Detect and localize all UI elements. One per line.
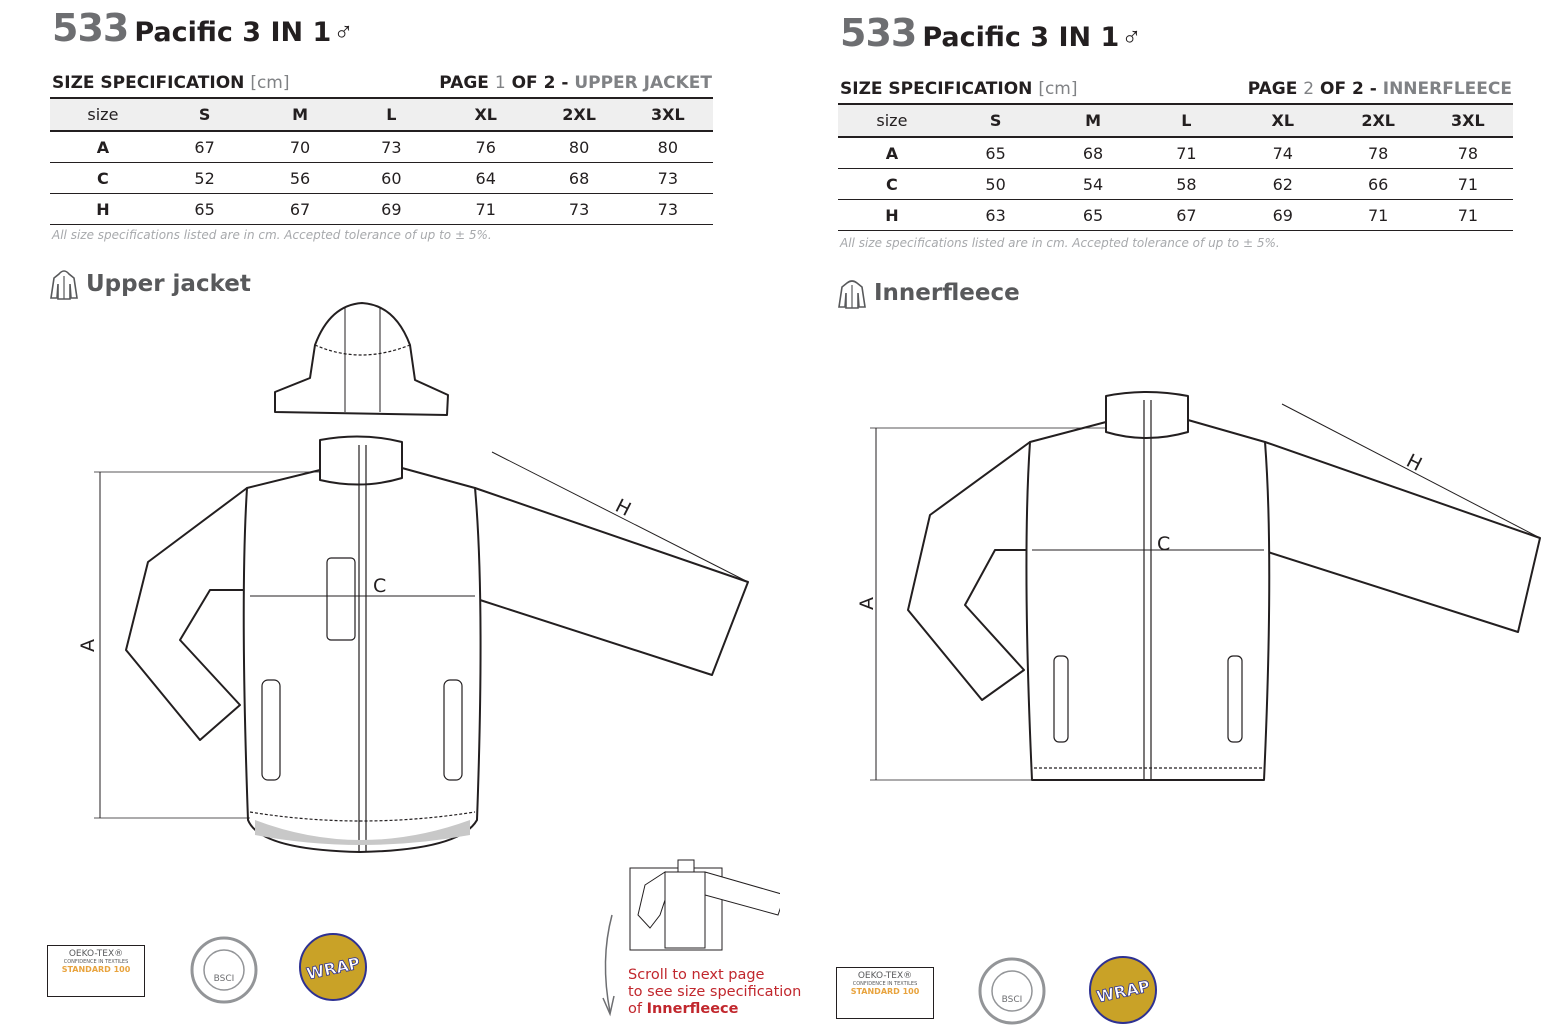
right-sleeve bbox=[1265, 442, 1540, 632]
table-cell: 78 bbox=[1423, 137, 1513, 169]
row-label: H bbox=[50, 194, 156, 225]
page-current: 1 bbox=[494, 73, 506, 93]
bsci-text: BSCI bbox=[1001, 995, 1023, 1005]
oeko-line2: STANDARD 100 bbox=[850, 987, 920, 996]
bsci-text: BSCI bbox=[213, 974, 235, 984]
table-cell: 78 bbox=[1334, 137, 1423, 169]
spec-title: SIZE SPECIFICATION bbox=[840, 79, 1033, 99]
table-cell: 71 bbox=[1141, 137, 1232, 169]
table-cell: 65 bbox=[946, 137, 1046, 169]
row-label: C bbox=[838, 169, 946, 200]
oeko-line3: CONFIDENCE IN TEXTILES bbox=[852, 981, 918, 987]
tolerance-note: All size specifications listed are in cm. Accepted tolerance of up to ± 5%. bbox=[840, 236, 1280, 250]
scroll-hint-line1: Scroll to next page bbox=[628, 967, 765, 983]
column-header: XL bbox=[436, 98, 536, 131]
column-header: 2XL bbox=[536, 98, 623, 131]
left-sleeve bbox=[908, 442, 1032, 700]
wrap-logo bbox=[1086, 953, 1160, 1027]
table-cell: 76 bbox=[436, 131, 536, 163]
oeko-line1: OEKO-TEX® bbox=[857, 971, 913, 981]
column-header: S bbox=[156, 98, 254, 131]
table-cell: 70 bbox=[253, 131, 346, 163]
page-of: OF 2 - bbox=[1320, 79, 1377, 99]
table-cell: 63 bbox=[946, 200, 1046, 231]
oeko-line1: OEKO-TEX® bbox=[68, 949, 124, 959]
table-cell: 54 bbox=[1045, 169, 1140, 200]
column-header: M bbox=[253, 98, 346, 131]
table-cell: 58 bbox=[1141, 169, 1232, 200]
column-header: L bbox=[347, 98, 436, 131]
scroll-hint bbox=[628, 967, 801, 1018]
table-cell: 74 bbox=[1232, 137, 1334, 169]
dimension-h-label: H bbox=[611, 494, 635, 521]
dimension-h-label: H bbox=[1402, 449, 1426, 476]
row-label: H bbox=[838, 200, 946, 231]
table-cell: 69 bbox=[347, 194, 436, 225]
column-header: L bbox=[1141, 104, 1232, 137]
dimension-a-label: A bbox=[856, 597, 878, 610]
table-cell: 65 bbox=[156, 194, 254, 225]
table-cell: 67 bbox=[1141, 200, 1232, 231]
product-number: 533 bbox=[840, 11, 917, 55]
page-prefix: PAGE bbox=[439, 73, 489, 93]
wrap-text: WRAP bbox=[1094, 976, 1152, 1007]
table-cell: 67 bbox=[156, 131, 254, 163]
column-header: M bbox=[1045, 104, 1140, 137]
innerfleece-drawing bbox=[780, 0, 1560, 1035]
product-name: Pacific 3 IN 1 bbox=[922, 22, 1120, 53]
table-cell: 50 bbox=[946, 169, 1046, 200]
dimension-c-label: C bbox=[1157, 533, 1171, 555]
male-symbol-icon: ♂ bbox=[333, 17, 354, 47]
table-cell: 73 bbox=[623, 194, 713, 225]
table-cell: 71 bbox=[1423, 200, 1513, 231]
table-cell: 73 bbox=[623, 163, 713, 194]
row-label: C bbox=[50, 163, 156, 194]
fleece-body bbox=[1026, 420, 1269, 780]
page-part: INNERFLEECE bbox=[1382, 79, 1512, 99]
oeko-line2: STANDARD 100 bbox=[61, 965, 131, 974]
product-number: 533 bbox=[52, 6, 129, 50]
column-header: size bbox=[50, 98, 156, 131]
section-label: Innerfleece bbox=[874, 280, 1020, 306]
column-header: S bbox=[946, 104, 1046, 137]
table-cell: 56 bbox=[253, 163, 346, 194]
column-header: 2XL bbox=[1334, 104, 1423, 137]
scroll-hint-line2: to see size specification bbox=[628, 984, 802, 1000]
column-header: 3XL bbox=[1423, 104, 1513, 137]
spec-unit: [cm] bbox=[250, 73, 290, 93]
table-cell: 62 bbox=[1232, 169, 1334, 200]
scroll-hint-bold: Innerfleece bbox=[646, 1001, 739, 1017]
table-cell: 71 bbox=[1334, 200, 1423, 231]
page-current: 2 bbox=[1303, 79, 1315, 99]
down-arrow-icon bbox=[605, 915, 612, 1012]
row-label: A bbox=[838, 137, 946, 169]
oeko-tex-logo bbox=[836, 967, 934, 1019]
table-cell: 64 bbox=[436, 163, 536, 194]
size-chart-page-2 bbox=[780, 0, 1560, 1035]
table-cell: 60 bbox=[347, 163, 436, 194]
dimension-a-label: A bbox=[77, 639, 99, 652]
column-header: 3XL bbox=[623, 98, 713, 131]
table-cell: 69 bbox=[1232, 200, 1334, 231]
column-header: XL bbox=[1232, 104, 1334, 137]
spec-unit: [cm] bbox=[1038, 79, 1078, 99]
table-cell: 68 bbox=[536, 163, 623, 194]
bsci-logo bbox=[978, 957, 1046, 1025]
spec-title: SIZE SPECIFICATION bbox=[52, 73, 245, 93]
table-cell: 66 bbox=[1334, 169, 1423, 200]
table-cell: 80 bbox=[623, 131, 713, 163]
page-prefix: PAGE bbox=[1247, 79, 1298, 99]
table-cell: 71 bbox=[436, 194, 536, 225]
table-cell: 65 bbox=[1045, 200, 1140, 231]
table-cell: 71 bbox=[1423, 169, 1513, 200]
page-of: OF 2 - bbox=[511, 73, 569, 93]
column-header: size bbox=[838, 104, 946, 137]
table-cell: 67 bbox=[253, 194, 346, 225]
collar bbox=[1106, 392, 1188, 438]
section-label: Upper jacket bbox=[86, 271, 251, 297]
table-cell: 80 bbox=[536, 131, 623, 163]
male-symbol-icon: ♂ bbox=[1121, 22, 1142, 52]
table-cell: 52 bbox=[156, 163, 254, 194]
page-part: UPPER JACKET bbox=[574, 73, 712, 93]
product-name: Pacific 3 IN 1 bbox=[134, 17, 332, 48]
table-cell: 73 bbox=[347, 131, 436, 163]
tolerance-note: All size specifications listed are in cm. Accepted tolerance of up to ± 5%. bbox=[52, 228, 492, 242]
table-cell: 73 bbox=[536, 194, 623, 225]
row-label: A bbox=[50, 131, 156, 163]
wrap-text: WRAP bbox=[304, 953, 362, 984]
oeko-line3: CONFIDENCE IN TEXTILES bbox=[63, 959, 129, 965]
dimension-c-label: C bbox=[373, 575, 387, 597]
scroll-hint-prefix: of bbox=[628, 1001, 642, 1017]
table-cell: 68 bbox=[1045, 137, 1140, 169]
